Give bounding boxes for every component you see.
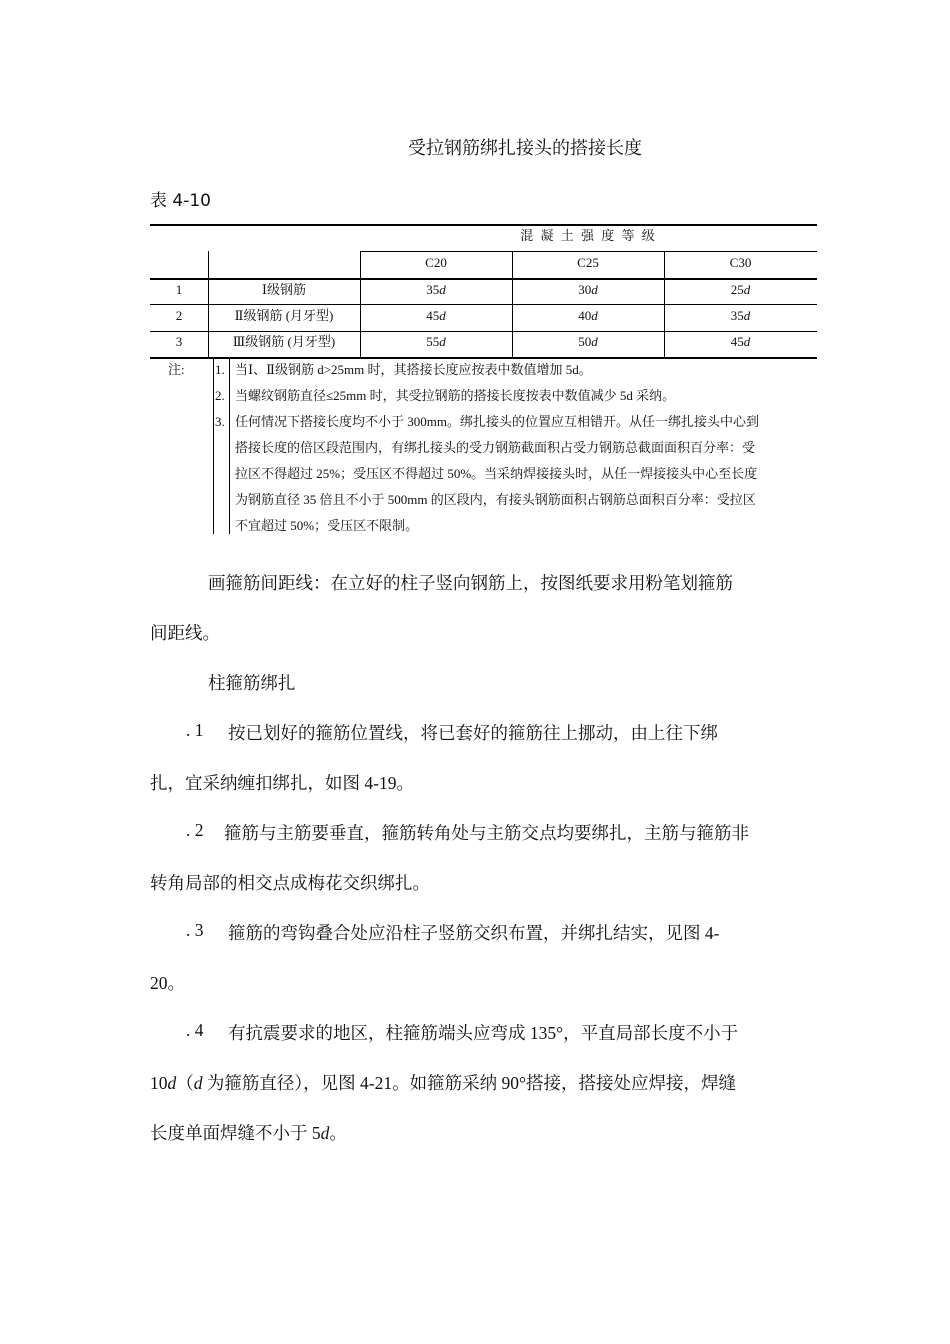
step-line: 箍筋与主筋要垂直，箍筋转角处与主筋交点均要绑扎，主筋与箍筋非: [224, 823, 749, 843]
step-number: . 2: [186, 820, 204, 840]
paragraph-line: 间距线。: [150, 623, 220, 643]
table-cell: 55d: [426, 334, 446, 349]
note-number: 3.: [215, 414, 225, 429]
step-number: . 3: [186, 920, 204, 940]
table-row-rule-2: [150, 331, 817, 332]
table-group-header: 混 凝 土 强 度 等 级: [520, 228, 657, 243]
notes-divider-left: [213, 358, 214, 534]
step-number: . 4: [186, 1020, 204, 1040]
table-row-number: 3: [175, 334, 183, 349]
table-cell: 45d: [426, 308, 446, 323]
table-cell: 45d: [730, 334, 751, 349]
table-col-header: C20: [425, 255, 447, 270]
note-line: 不宜超过 50%；受压区不限制。: [235, 518, 419, 533]
section-heading: 柱箍筋绑扎: [208, 673, 296, 693]
table-cell: 30d: [578, 282, 598, 297]
step-line: 20。: [150, 973, 185, 993]
step-line: 扎，宜采纳缠扣绑扎，如图 4-19。: [150, 773, 414, 793]
notes-divider-right: [229, 358, 230, 534]
step-line: 箍筋的弯钩叠合处应沿柱子竖筋交织布置，并绑扎结实，见图 4-: [228, 923, 720, 943]
table-cell: 40d: [578, 308, 598, 323]
table-row-number: 2: [175, 308, 183, 323]
table-header-rule-1: [360, 251, 817, 252]
table-cell: 35d: [730, 308, 751, 323]
note-line: 当Ⅰ、Ⅱ级钢筋 d>25mm 时，其搭接长度应按表中数值增加 5d。: [235, 362, 592, 377]
table-row-rule-1: [150, 304, 817, 305]
note-number: 2.: [215, 388, 225, 403]
note-line: 当螺纹钢筋直径≤25mm 时，其受拉钢筋的搭接长度按表中数值减少 5d 采纳。: [235, 388, 676, 403]
notes-label: 注:: [168, 362, 185, 377]
table-row-number: 1: [175, 282, 183, 297]
page-title: 受拉钢筋绑扎接头的搭接长度: [408, 138, 642, 159]
table-header-rule-2: [150, 278, 817, 280]
step-line: 10d（d 为箍筋直径），见图 4-21。如箍筋采纳 90°搭接，搭接处应焊接，焊缝: [150, 1073, 736, 1093]
table-cell: 35d: [426, 282, 446, 297]
note-line: 任何情况下搭接长度均不小于 300mm。绑扎接头的位置应互相错开。从任一绑扎接头中心到: [235, 414, 759, 429]
step-number: . 1: [186, 720, 204, 740]
table-col-header: C25: [577, 255, 599, 270]
table-row-name: Ⅰ级钢筋: [261, 282, 307, 297]
table-row-name: Ⅱ级钢筋 (月牙型): [234, 308, 334, 323]
note-number: 1.: [215, 362, 225, 377]
step-line: 有抗震要求的地区，柱箍筋端头应弯成 135°，平直局部长度不小于: [228, 1023, 739, 1043]
table-row-name: Ⅲ级钢筋 (月牙型): [232, 334, 336, 349]
table-cell: 50d: [578, 334, 598, 349]
step-line: 长度单面焊缝不小于 5d。: [150, 1123, 347, 1143]
table-col-header: C30: [729, 255, 752, 270]
table-cell: 25d: [730, 282, 751, 297]
table-label: 表 4-10: [150, 191, 211, 211]
note-line: 搭接长度的倍区段范围内，有绑扎接头的受力钢筋截面积占受力钢筋总截面面积百分率：受: [235, 440, 756, 455]
paragraph-line: 画箍筋间距线：在立好的柱子竖向钢筋上，按图纸要求用粉笔划箍筋: [208, 573, 733, 593]
table-top-rule: [150, 224, 817, 226]
note-line: 拉区不得超过 25%；受压区不得超过 50%。当采纳焊接接头时，从任一焊接接头中心至长度: [235, 466, 758, 481]
note-line: 为钢筋直径 35 倍且不小于 500mm 的区段内，有接头钢筋面积占钢筋总面积百分率：受拉区: [235, 492, 756, 507]
step-line: 按已划好的箍筋位置线，将已套好的箍筋往上挪动，由上往下绑: [228, 723, 718, 743]
step-line: 转角局部的相交点成梅花交织绑扎。: [150, 873, 430, 893]
